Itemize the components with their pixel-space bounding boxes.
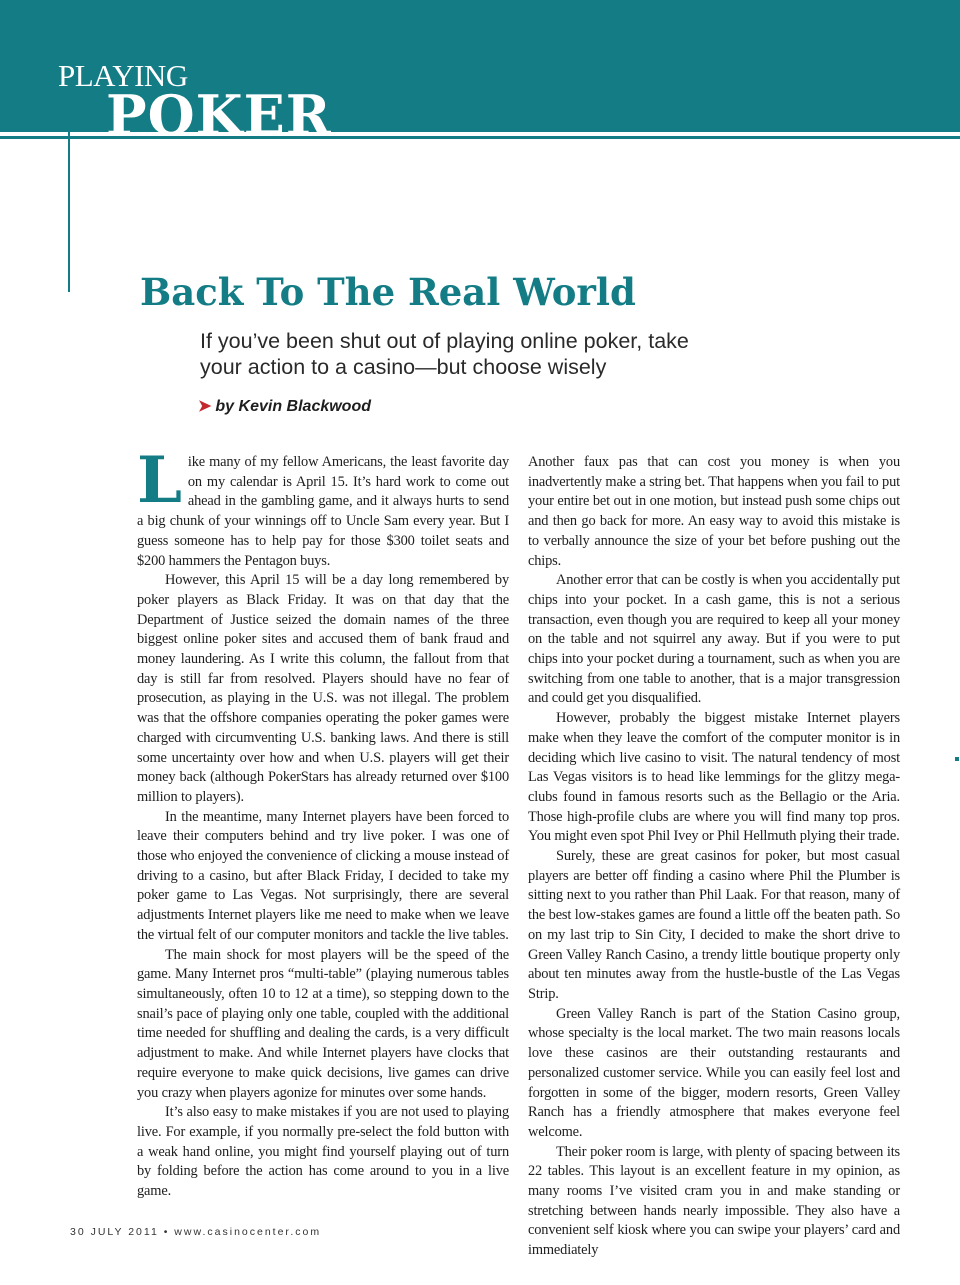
- byline-arrow-icon: ➤: [198, 398, 212, 415]
- edge-mark: [955, 757, 959, 761]
- article-paragraph: Their poker room is large, with plenty of spacing between its 22 tables. This layout is an excellent feature in my opinion, as many rooms I’ve visited cram you in and make standing or stretching between hands nearly impossible. They also have a convenient self kiosk where you can swipe your players’ card and immediately: [528, 1143, 900, 1259]
- article-paragraph: Another error that can be costly is when you accidentally put chips into your pocket. In a cash game, this is not a serious transaction, even though you are required to keep all your money on the table and not squirrel any away. But if you were to put chips into your pocket during a tournament, such as when you are switching from one table to another, that is a major transgression and could get you disqualified.: [528, 572, 900, 707]
- article-deck: If you’ve been shut out of playing online poker, take your action to a casino—but choose wisely: [200, 329, 689, 379]
- article-paragraph: Surely, these are great casinos for poker, but most casual players are better off finding a casino where Phil the Plumber is sitting next to you rather than Phil Laak. For that reason, many of the best low-stakes games are found a little off the beaten path. So on my last trip to Sin City, I decided to make the short drive to Green Valley Ranch Casino, a trendy little boutique property only about ten minutes away from the hustle-bustle of the Las Vegas Strip.: [528, 848, 900, 1002]
- section-title: POKER: [106, 83, 332, 147]
- article-column-right: [528, 453, 900, 1261]
- article-paragraph: It’s also easy to make mistakes if you are not used to playing live. For example, if you normally pre-select the fold button with a weak hand online, you might find yourself playing out of turn by folding before the action has come around to you in a live game.: [137, 1104, 509, 1200]
- article-paragraph: However, this April 15 will be a day long remembered by poker players as Black Friday. It was on that day that the Department of Justice seized the domain names of the three biggest online poker sites and accused them of bank fraud and money laundering. As I write this column, the fallout from that day is still far from resolved. Players should have no fear of prosecution, as playing in the U.S. was not illegal. The problem was that the offshore companies operating the poker games were charged with circumventing U.S. banking laws. And there is still some uncertainty over how and when U.S. players will get their money back (although PokerStars has already returned over $100 million to players).: [137, 572, 509, 805]
- article-column-left: [137, 443, 509, 1202]
- vertical-rule: [68, 132, 70, 292]
- article-paragraph: Another faux pas that can cost you money is when you inadvertently make a string bet. That happens when you fail to put your entire bet out in one motion, but instead push some chips out and then go back for more. An easy way to avoid this mistake is to verbally announce the size of your bet before pushing out the chips.: [528, 454, 900, 569]
- article-paragraph: However, probably the biggest mistake Internet players make when they leave the comfort of the computer monitor is in deciding which live casino to visit. The natural tendency of most Las Vegas visitors is to head like lemmings for the glitzy mega-clubs found in famous resorts such as the Bellagio or the Aria. Those high-profile clubs are where you will find many top pros. You might even spot Phil Ivey or Phil Hellmuth plying their trade.: [528, 710, 900, 845]
- section-kicker: PLAYING: [58, 58, 188, 93]
- article-byline: [198, 396, 371, 416]
- drop-cap: L: [137, 443, 182, 518]
- article-paragraph: [137, 443, 509, 571]
- article-paragraph: Green Valley Ranch is part of the Station Casino group, whose specialty is the local market. The two main reasons locals love these casinos are their outstanding restaurants and personalized customer service. While you can easily feel lost and forgotten in some of the bigger, modern resorts, Green Valley Ranch has a friendly atmosphere that makes everyone feel welcome.: [528, 1005, 900, 1140]
- page-footer: 30 JULY 2011 • www.casinocenter.com: [70, 1226, 322, 1238]
- byline-text: by Kevin Blackwood: [215, 398, 371, 415]
- article-paragraph: The main shock for most players will be the speed of the game. Many Internet pros “multi-table” (playing numerous tables simultaneously, often 10 to 12 at a time), so stepping down to the snail’s pace of playing only one table, coupled with the additional time needed for shuffling and dealing the cards, is a very difficult adjustment to make. And while Internet players have clocks that require everyone to make quick decisions, live games can drive you crazy when players agonize for minutes over some hands.: [137, 946, 509, 1101]
- article-headline: Back To The Real World: [140, 270, 636, 314]
- article-paragraph: In the meantime, many Internet players have been forced to leave their computers behind and try live poker. I was one of those who enjoyed the convenience of clicking a mouse instead of driving to a casino, but after Black Friday, I decided to take my poker game to Las Vegas. Not surprisingly, there are several adjustments Internet players like me need to make when we leave the virtual felt of our computer monitors and tackle the live tables.: [137, 808, 509, 943]
- paragraph-text: ike many of my fellow Americans, the least favorite day on my calendar is April 15. It’s hard work to come out ahead in the gambling game, and it always hurts to send a big chunk of your winnings off to Uncle Sam every year. But I guess someone has to help pay for those $300 toilet seats and $200 hammers the Pentagon buys.: [137, 454, 509, 569]
